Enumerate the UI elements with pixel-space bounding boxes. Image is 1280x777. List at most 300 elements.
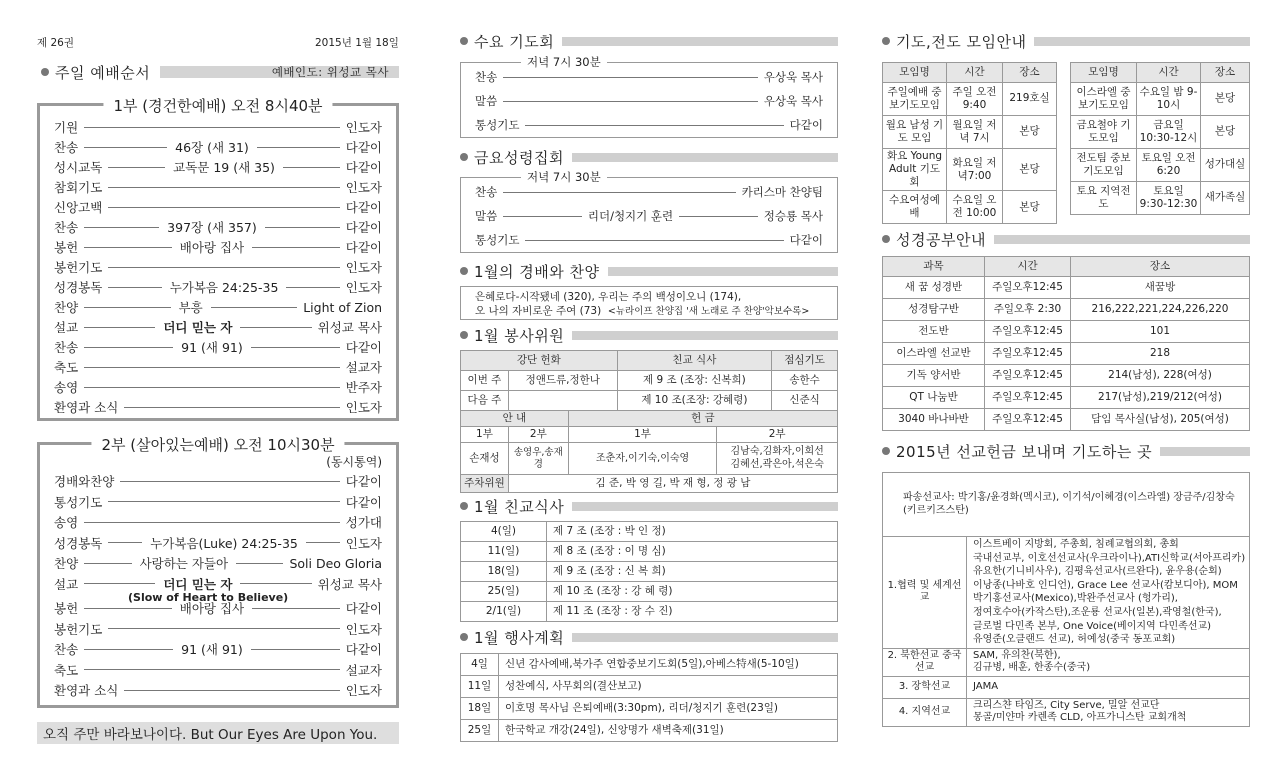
- order-item: 환영과 소식: [54, 400, 119, 415]
- mission-cat-label: 3. 장학선교: [883, 676, 967, 698]
- leader-line: [236, 563, 283, 564]
- leader-line: [503, 101, 758, 102]
- leader-line: [240, 583, 311, 584]
- fellowship-table: [460, 521, 838, 622]
- row-label: 3040 바나바반: [883, 409, 985, 431]
- cell: 본당: [1201, 83, 1250, 116]
- order-detail: 누가복음(Luke) 24:25-35: [150, 535, 298, 551]
- leader-line: [306, 542, 340, 543]
- cell: 성찬예식, 사무회의(결산보고): [499, 676, 838, 698]
- cell-line: 김혜선,곽은아,석은숙: [730, 458, 824, 470]
- prayer-heading: 기도,전도 모임안내: [882, 32, 1250, 50]
- order-item: 봉헌기도: [54, 260, 103, 275]
- order-person: 다같이: [345, 220, 382, 235]
- column-header: 시간: [947, 63, 1003, 83]
- service1-title: 1부 (경건한예배) 오전 8시40분: [103, 95, 332, 116]
- cell: 새꿈방: [1071, 277, 1250, 299]
- list-line: 글로벌 다민족 본부, One Voice(베이지역 다민족선교): [973, 620, 1212, 632]
- cell: 218: [1071, 343, 1250, 365]
- order-person: Light of Zion: [303, 299, 383, 315]
- cell: 제 8 조 (조장 : 이 명 심): [547, 542, 838, 562]
- cell: 제 10 조(조장: 강혜령): [617, 391, 772, 411]
- order-person: 다같이: [345, 240, 382, 255]
- leader-line: [120, 481, 339, 482]
- row-label: 기독 양서반: [883, 365, 985, 387]
- order-row: [475, 182, 823, 202]
- order-item: 봉헌: [54, 601, 79, 616]
- list-line: 김규병, 배훈, 한종수(중국): [973, 662, 1091, 674]
- order-row: [54, 197, 382, 217]
- table-row: [461, 602, 838, 622]
- list-line: 국내선교부, 이호선선교사(우크라이나),ATI신학교(서아프리카): [973, 552, 1246, 564]
- service1-box: [37, 97, 399, 421]
- bullet-icon: [460, 153, 468, 161]
- leader-line: [252, 247, 340, 248]
- heading-bar: [572, 331, 838, 340]
- order-item: 성경봉독: [54, 280, 103, 295]
- order-item: 봉헌기도: [54, 621, 103, 637]
- cell: 주차위원: [461, 475, 509, 493]
- bible-heading: 성경공부안내: [882, 230, 1250, 248]
- row-label: 전도반: [883, 321, 985, 343]
- mission-cat-label: 4. 지역선교: [883, 698, 967, 726]
- list-line: 몽골/미얀마 카렌족 CLD, 아프가니스탄 교회개척: [973, 712, 1187, 724]
- cell: 본당: [1201, 116, 1250, 149]
- table-row: [461, 562, 838, 582]
- leader-line: [84, 147, 167, 148]
- order-item: 성경봉독: [54, 535, 103, 551]
- leader-line: [251, 347, 340, 348]
- order-item: 찬송: [54, 140, 79, 155]
- missionary-label: 파송선교사:: [903, 492, 955, 503]
- cell: 토요일 9:30-12:30: [1137, 182, 1201, 215]
- cell: [508, 391, 617, 411]
- leader-line: [251, 649, 340, 650]
- heading-bar: [1034, 37, 1250, 46]
- heading-bar: [572, 502, 838, 511]
- table-row: [883, 343, 1250, 365]
- list-line: 이스트베이 지방회, 주총회, 침례교협의회, 총회: [973, 539, 1179, 550]
- leader-line: [211, 307, 297, 308]
- order-item: 신앙고백: [54, 200, 103, 215]
- leader-line: [503, 77, 758, 78]
- column-header: 시간: [1137, 63, 1201, 83]
- cell: 수요일 오전 10:00: [947, 191, 1003, 224]
- row-label: 25(일): [461, 582, 547, 602]
- table-row: [461, 698, 838, 720]
- mission-cat-label: 1.협력 및 세계선교: [883, 537, 967, 649]
- order-item: 성시교독: [54, 160, 103, 175]
- cell: 한국학교 개강(24일), 신앙명가 새벽축제(31일): [499, 720, 838, 742]
- order-row: [54, 277, 382, 297]
- cell: 본당: [1003, 149, 1057, 191]
- header-row: [883, 63, 1057, 83]
- table-row: [1071, 116, 1250, 149]
- cell: 214(남성), 228(여성): [1071, 365, 1250, 387]
- order-item: 축도: [54, 662, 79, 678]
- order-row: [54, 553, 382, 573]
- order-detail: 부흥: [178, 300, 203, 315]
- leader-line: [108, 628, 339, 629]
- order-row: [54, 317, 382, 337]
- fri-time: 저녁 7시 30분: [521, 169, 607, 185]
- cell: 본당: [1003, 191, 1057, 224]
- order-detail: 누가복음 24:25-35: [169, 280, 279, 295]
- order-person: 설교자: [345, 360, 382, 375]
- cell: 월요일 저녁 7시: [947, 116, 1003, 149]
- order-item: 환영과 소식: [54, 683, 119, 698]
- row-label: 2/1(일): [461, 602, 547, 622]
- table-row: [883, 149, 1057, 191]
- leader-line: [108, 267, 339, 268]
- cell: 송한수: [772, 371, 838, 391]
- cell: 2부: [717, 427, 838, 443]
- service2-title: 2부 (살아있는예배) 오전 10시30분: [91, 434, 344, 455]
- leader-line: [108, 501, 339, 502]
- order-person: 인도자: [345, 280, 383, 295]
- sermon-english-title: (Slow of Heart to Believe): [128, 591, 289, 604]
- order-person: 다같이: [345, 474, 382, 489]
- leader-line: [84, 127, 340, 128]
- bullet-icon: [41, 68, 49, 76]
- order-item: 설교: [54, 576, 79, 592]
- praise-box: [460, 286, 838, 320]
- list-line: 박기홍선교사(Mexico),박완주선교사 (헝가리),: [973, 593, 1178, 605]
- order-person: 다같이: [345, 140, 382, 155]
- column-header: 모임명: [883, 63, 947, 83]
- order-detail: 더디 믿는 자: [163, 320, 233, 335]
- col-offering: 헌 금: [568, 411, 837, 427]
- leader-line: [84, 387, 340, 388]
- bullet-icon: [460, 267, 468, 275]
- order-detail: 교독문 19 (새 35): [173, 160, 275, 175]
- row-label: 주일예배 중보기도모임: [883, 83, 947, 116]
- cell: 제 10 조 (조장 : 강 혜 령): [547, 582, 838, 602]
- heading-bar: [608, 267, 838, 276]
- column-header: 장소: [1003, 63, 1057, 83]
- col-ushers: 안 내: [461, 411, 569, 427]
- order-detail: 사랑하는 자들아: [139, 556, 229, 571]
- cell: 101: [1071, 321, 1250, 343]
- order-person: 다같이: [789, 233, 823, 247]
- order-item: 찬양: [54, 300, 79, 315]
- table-row: [461, 676, 838, 698]
- order-detail: 91 (새 91): [181, 642, 243, 657]
- order-row: [54, 217, 382, 237]
- order-person: 인도자: [345, 621, 382, 637]
- order-row: [54, 237, 382, 257]
- table-row: [883, 116, 1057, 149]
- servers-heading: 1월 봉사위원: [460, 326, 838, 344]
- leader-line: [283, 167, 340, 168]
- cell: 이호명 목사님 은퇴예배(3:30pm), 리더/청지기 훈련(23일): [499, 698, 838, 720]
- order-item: 찬송: [54, 642, 79, 657]
- column-header: 시간: [985, 257, 1071, 277]
- interpretation-note: (동시통역): [326, 455, 382, 469]
- heading-bar: [562, 37, 838, 46]
- order-item: 송영: [54, 380, 79, 395]
- order-item: 찬송: [475, 70, 498, 84]
- order-item: 찬양: [54, 556, 79, 571]
- order-detail: 91 (새 91): [181, 340, 243, 355]
- order-row: [54, 357, 382, 377]
- order-person: 인도자: [345, 683, 382, 698]
- row-label: 4일: [461, 654, 499, 676]
- cell: 이번 주: [461, 371, 509, 391]
- prayer-table-left: [882, 62, 1057, 224]
- order-row: [54, 533, 382, 553]
- bullet-icon: [460, 37, 468, 45]
- cell: 주일오후12:45: [985, 321, 1071, 343]
- leader-line: [108, 187, 339, 188]
- table-row: [883, 387, 1250, 409]
- leader-line: [84, 227, 159, 228]
- cell: 제 9 조 (조장: 신복희): [617, 371, 772, 391]
- order-person: 위성교 목사: [317, 576, 383, 592]
- leader-line: [84, 669, 340, 670]
- column-header: 장소: [1201, 63, 1250, 83]
- mission-heading: 2015년 선교헌금 보내며 기도하는 곳: [882, 442, 1250, 460]
- mission-cat-list: [967, 648, 1250, 676]
- wed-box: [460, 55, 838, 138]
- leader-line: [124, 690, 339, 691]
- wed-time: 저녁 7시 30분: [521, 54, 607, 70]
- list-line: SAM, 유의찬(북한),: [973, 649, 1061, 661]
- cell: 제 9 조 (조장 : 신 복 희): [547, 562, 838, 582]
- col-altar-flowers: 강단 헌화: [461, 351, 618, 371]
- table-row: [883, 277, 1250, 299]
- events-table: [460, 653, 838, 742]
- leader-line: [84, 367, 340, 368]
- order-row: [54, 660, 382, 680]
- leader-line: [286, 287, 339, 288]
- cell: 신년 감사예배,북가주 연합중보기도회(5일),아베스特새(5-10일): [499, 654, 838, 676]
- leader-line: [84, 347, 173, 348]
- order-detail: 리더/청지기 훈련: [587, 209, 674, 223]
- order-row: [475, 206, 823, 226]
- cell: 성가대실: [1201, 149, 1250, 182]
- leader-line: [84, 307, 170, 308]
- order-detail: 397장 (새 357): [167, 220, 257, 235]
- table-row: [1071, 182, 1250, 215]
- order-person: 우상욱 목사: [763, 70, 823, 84]
- cell: 금요일 10:30-12시: [1137, 116, 1201, 149]
- row-label: QT 나눔반: [883, 387, 985, 409]
- order-item: 통성기도: [54, 494, 103, 510]
- cell: 2부: [508, 427, 568, 443]
- table-row: [883, 83, 1057, 116]
- cell: 담임 목사실(남성), 205(여성): [1071, 409, 1250, 431]
- col-lunch-prayer: 점심기도: [772, 351, 838, 371]
- fri-heading: 금요성령집회: [460, 148, 838, 166]
- order-person: 위성교 목사: [317, 320, 383, 335]
- cell: 1부: [461, 427, 509, 443]
- table-row: [883, 409, 1250, 431]
- heading-bar: [994, 235, 1250, 244]
- fri-box: [460, 170, 838, 253]
- cell: 217(남성),219/212(여성): [1071, 387, 1250, 409]
- cell: 정앤드류,정한나: [508, 371, 617, 391]
- row-label: 수요여성예배: [883, 191, 947, 224]
- leader-line: [525, 240, 783, 241]
- order-row: [54, 619, 382, 639]
- leader-line: [84, 522, 340, 523]
- row-label: 전도팀 중보기도모임: [1071, 149, 1137, 182]
- order-heading: 주일 예배순서 예배인도: 위성교 목사: [41, 63, 399, 81]
- order-item: 참회기도: [54, 180, 103, 195]
- leader-line: [124, 407, 339, 408]
- order-row: [54, 492, 382, 512]
- order-item: 송영: [54, 515, 79, 530]
- order-item: 찬송: [54, 220, 79, 235]
- leader-line: [84, 563, 131, 564]
- order-row: [54, 117, 382, 137]
- missionary-cell: [883, 473, 1250, 537]
- leader-line: [108, 542, 142, 543]
- cell: 수요일 밤 9-10시: [1137, 83, 1201, 116]
- order-item: 기원: [54, 120, 79, 135]
- table-row: [1071, 83, 1250, 116]
- fellow-heading: 1월 친교식사: [460, 497, 838, 515]
- cell: 손재성: [461, 443, 509, 475]
- order-row: [54, 639, 382, 659]
- leader-line: [257, 147, 340, 148]
- order-detail: 더디 믿는 자: [163, 576, 233, 592]
- cell: 토요일 오전 6:20: [1137, 149, 1201, 182]
- order-item: 봉헌: [54, 240, 79, 255]
- order-item: 말씀: [475, 209, 498, 223]
- wed-heading: 수요 기도회: [460, 32, 838, 50]
- order-person: 반주자: [345, 380, 382, 395]
- bible-study-table: [882, 256, 1250, 431]
- cell: 본당: [1003, 116, 1057, 149]
- row-label: 이스라엘 중보기도모임: [1071, 83, 1137, 116]
- header-row: [1071, 63, 1250, 83]
- cell: 219호실: [1003, 83, 1057, 116]
- order-item: 설교: [54, 320, 79, 335]
- leader-line: [503, 216, 582, 217]
- order-person: 카리스마 찬양팀: [741, 185, 823, 199]
- leader-line: [503, 192, 735, 193]
- events-heading: 1월 행사계획: [460, 628, 838, 646]
- servers-table: [460, 350, 838, 493]
- missionary-list: 박기홍/윤경화(멕시코), 이기석/이혜경(이스라엘) 장금주/김창숙(키르키즈스탄): [903, 492, 1235, 516]
- order-item: 통성기도: [475, 118, 520, 132]
- order-person: 다같이: [345, 494, 382, 510]
- column-header: 모임명: [1071, 63, 1137, 83]
- cell: 다음 주: [461, 391, 509, 411]
- cell: 216,222,221,224,226,220: [1071, 299, 1250, 321]
- leader-line: [240, 327, 311, 328]
- list-line: 정여호수아(카작스탄),조운룡 선교사(일본),곽영철(한국),: [973, 606, 1222, 618]
- cell: 신준식: [772, 391, 838, 411]
- column-header: 장소: [1071, 257, 1250, 277]
- order-person: 인도자: [345, 535, 383, 551]
- cell-line: 김남숙,김화자,이희선: [730, 446, 824, 458]
- list-line: 이낭종(나바호 인디언), Grace Lee 선교사(캄보디아), MOM: [973, 579, 1238, 591]
- cell: 주일오후12:45: [985, 409, 1071, 431]
- order-item: 경배와찬양: [54, 474, 115, 489]
- mission-cat-label: 2. 북한선교 중국선교: [883, 648, 967, 676]
- header-row: [883, 257, 1250, 277]
- heading-bar: [572, 153, 838, 162]
- table-row: [461, 582, 838, 602]
- praise-line2: 오 나의 자비로운 주여 (73): [475, 305, 602, 317]
- order-person: 정승룡 목사: [763, 209, 823, 223]
- order-person: 우상욱 목사: [763, 94, 823, 108]
- row-label: 금요철야 기도모임: [1071, 116, 1137, 149]
- footer-motto: 오직 주만 바라보나이다. But Our Eyes Are Upon You.: [37, 722, 399, 744]
- bullet-icon: [882, 235, 890, 243]
- cell: [717, 443, 838, 475]
- order-row: [54, 137, 382, 157]
- order-item: 찬송: [475, 185, 498, 199]
- praise-heading: 1월의 경배와 찬양: [460, 262, 838, 280]
- order-row: [54, 397, 382, 417]
- row-label: 18(일): [461, 562, 547, 582]
- row-label: 성경탐구반: [883, 299, 985, 321]
- row-label: 토요 지역전도: [1071, 182, 1137, 215]
- table-row: [883, 321, 1250, 343]
- leader-line: [108, 207, 339, 208]
- list-line: 유영준(오클랜드 선교), 허예성(중국 동포교회): [973, 634, 1176, 646]
- order-row: [54, 377, 382, 397]
- cell: 주일오후12:45: [985, 387, 1071, 409]
- praise-note: <뉴라이프 찬양집 '새 노래로 주 찬양'악보수록>: [607, 306, 810, 317]
- order-row: [475, 230, 823, 250]
- row-label: 4(일): [461, 522, 547, 542]
- order-detail: 배아랑 집사: [179, 601, 245, 616]
- list-line: 크리스챤 타임즈, City Serve, 밀알 선교단: [973, 699, 1160, 711]
- order-person: 다같이: [345, 642, 383, 657]
- row-label: 월요 남성 기도 모임: [883, 116, 947, 149]
- date-label: 2015년 1월 18일: [315, 37, 399, 49]
- mission-cat-list: JAMA: [967, 676, 1250, 698]
- volume-label: 제 26권: [37, 37, 74, 49]
- order-person: 인도자: [345, 120, 382, 135]
- order-row: [54, 297, 382, 317]
- order-person: 다같이: [789, 118, 823, 132]
- cell: 제 11 조 (조장 : 장 수 진): [547, 602, 838, 622]
- leader-line: [84, 583, 155, 584]
- cell: 주일 오전 9:40: [947, 83, 1003, 116]
- bullet-icon: [882, 447, 890, 455]
- cell: 주일오후12:45: [985, 343, 1071, 365]
- column-header: 과목: [883, 257, 985, 277]
- leader-line: [108, 287, 161, 288]
- row-label: 25일: [461, 720, 499, 742]
- cell: 조춘자,이기숙,이숙영: [568, 443, 717, 475]
- row-label: 11일: [461, 676, 499, 698]
- order-row: [475, 115, 823, 135]
- table-row: [461, 522, 838, 542]
- heading-bar: [572, 633, 838, 642]
- order-row: [54, 337, 382, 357]
- table-row: [883, 191, 1057, 224]
- order-item: 통성기도: [475, 233, 520, 247]
- table-row: [461, 654, 838, 676]
- bullet-icon: [460, 633, 468, 641]
- table-row: [1071, 149, 1250, 182]
- cell: 제 7 조 (조장 : 박 인 정): [547, 522, 838, 542]
- heading-bar: [1160, 447, 1250, 456]
- row-label: 18일: [461, 698, 499, 720]
- order-row: [54, 157, 382, 177]
- order-person: 성가대: [345, 515, 382, 530]
- praise-line1: 은혜로다-시작됐네 (320), 우리는 주의 백성이오니 (174),: [475, 291, 742, 303]
- order-item: 축도: [54, 360, 79, 375]
- order-person: 다같이: [345, 340, 383, 355]
